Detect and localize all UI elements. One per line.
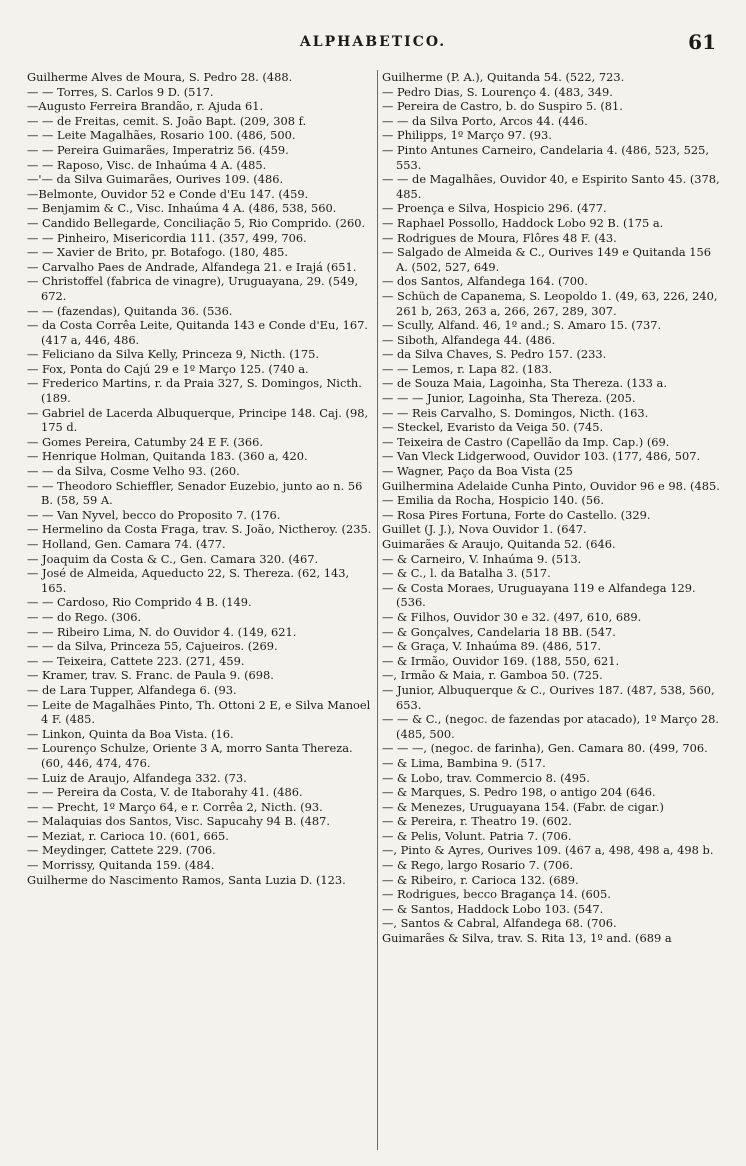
directory-entry: — Junior, Albuquerque & C., Ourives 187. (487, 538, 560, 653. (382, 682, 715, 712)
directory-entry: — — Pinheiro, Misericordia 111. (357, 499, 706. (27, 230, 307, 245)
directory-entry: Guilherme do Nascimento Ramos, Santa Luzia D. (123. (27, 872, 346, 887)
right-column (382, 70, 722, 946)
directory-entry: — & Costa Moraes, Uruguayana 119 e Alfandega 129. (536. (382, 580, 696, 610)
directory-entry: — Scully, Alfand. 46, 1º and.; S. Amaro 15. (737. (382, 318, 662, 333)
directory-entry: — Wagner, Paço da Boa Vista (25 (382, 464, 573, 479)
directory-entry: — Rodrigues, becco Bragança 14. (605. (382, 887, 611, 902)
directory-entry: — Fox, Ponta do Cajú 29 e 1º Março 125. (740 a. (27, 361, 309, 376)
directory-entry: — — Leite Magalhães, Rosario 100. (486, 500. (27, 128, 296, 143)
directory-entry: Guillet (J. J.), Nova Ouvidor 1. (647. (382, 522, 587, 537)
directory-entry: — Kramer, trav. S. Franc. de Paula 9. (698. (27, 668, 274, 683)
directory-entry: — — Precht, 1º Março 64, e r. Corrêa 2, Nicth. (93. (27, 799, 323, 814)
directory-entry: — — Raposo, Visc. de Inhaúma 4 A. (485. (27, 157, 267, 172)
directory-entry: Guilherme (P. A.), Quitanda 54. (522, 723. (382, 70, 625, 84)
directory-entry: — & Graça, V. Inhaúma 89. (486, 517. (382, 639, 602, 654)
directory-entry: — Lourenço Schulze, Oriente 3 A, morro Santa Thereza. (60, 446, 474, 476. (27, 741, 353, 770)
directory-entry: — — de Freitas, cemit. S. João Bapt. (209, 308 f. (27, 113, 307, 128)
directory-entry: — Proença e Silva, Hospicio 296. (477. (382, 201, 607, 216)
directory-entry: — — Torres, S. Carlos 9 D. (517. (27, 84, 214, 99)
directory-entry: — — & C., (negoc. de fazendas por atacado), 1º Março 28. (485, 500. (382, 712, 720, 741)
directory-entry: — Philipps, 1º Março 97. (93. (382, 128, 552, 143)
directory-entry: — — Van Nyvel, becco do Proposito 7. (176. (27, 507, 281, 522)
directory-entry: — — —, (negoc. de farinha), Gen. Camara 80. (499, 706. (382, 741, 708, 756)
directory-entry: — & Pelis, Volunt. Patria 7. (706. (382, 828, 572, 843)
directory-entry: — Siboth, Alfandega 44. (486. (382, 332, 556, 347)
directory-entry: — — Ribeiro Lima, N. do Ouvidor 4. (149, 621. (27, 624, 297, 639)
directory-entry: — — da Silva, Cosme Velho 93. (260. (27, 464, 240, 479)
running-title: ALPHABETICO. (299, 34, 447, 50)
directory-entry: — & Santos, Haddock Lobo 103. (547. (382, 901, 604, 916)
directory-entry: — — Reis Carvalho, S. Domingos, Nicth. (163. (382, 405, 649, 420)
directory-entry: — Benjamim & C., Visc. Inhaúma 4 A. (486, 538, 560. (27, 201, 337, 216)
directory-entry: — — Pereira Guimarães, Imperatriz 56. (459. (27, 142, 289, 157)
directory-entry: — — (fazendas), Quitanda 36. (536. (27, 303, 233, 318)
directory-entry: — — da Silva Porto, Arcos 44. (446. (382, 113, 588, 128)
directory-entry: — Rosa Pires Fortuna, Forte do Castello. (329. (382, 507, 651, 522)
directory-entry: — — Pereira da Costa, V. de Itaborahy 41. (486. (27, 785, 303, 800)
directory-entry: — — da Silva, Princeza 55, Cajueiros. (269. (27, 639, 278, 654)
directory-entry: — Morrissy, Quitanda 159. (484. (27, 858, 215, 873)
directory-entry: — Meydinger, Cattete 229. (706. (27, 843, 216, 858)
directory-entry: — Rodrigues de Moura, Flôres 48 F. (43. (382, 230, 617, 245)
directory-entry: — Holland, Gen. Camara 74. (477. (27, 537, 226, 551)
directory-entry: — Van Vleck Lidgerwood, Ouvidor 103. (177, 486, 507. (382, 449, 701, 464)
directory-entry: — Frederico Martins, r. da Praia 327, S. Domingos, Nicth. (189. (27, 376, 362, 406)
directory-entry: —, Santos & Cabral, Alfandega 68. (706. (382, 916, 617, 931)
directory-entry: — Pinto Antunes Carneiro, Candelaria 4. (486, 523, 525, 553. (382, 142, 710, 172)
directory-entry: — Candido Bellegarde, Conciliação 5, Rio Comprido. (260. (27, 215, 366, 230)
directory-entry: — Pereira de Castro, b. do Suspiro 5. (81. (382, 99, 623, 114)
directory-entry: — Gabriel de Lacerda Albuquerque, Principe 148. Caj. (98, 175 d. (27, 405, 369, 435)
directory-entry: — da Costa Corrêa Leite, Quitanda 143 e Conde d'Eu, 167. (417 a, 446, 486. (27, 318, 368, 347)
directory-entry: — Raphael Possollo, Haddock Lobo 92 B. (175 a. (382, 215, 664, 230)
column-divider (377, 70, 378, 1150)
directory-entry: — & Pereira, r. Theatro 19. (602. (382, 814, 572, 829)
directory-entry: — de Souza Maia, Lagoinha, Sta Thereza. (133 a. (382, 376, 667, 391)
directory-entry: — & Gonçalves, Candelaria 18 BB. (547. (382, 624, 616, 639)
directory-entry: Guilhermina Adelaide Cunha Pinto, Ouvidor 96 e 98. (485. (382, 478, 720, 493)
directory-entry: — Malaquias dos Santos, Visc. Sapucahy 94 B. (487. (27, 814, 330, 829)
directory-entry: — Salgado de Almeida & C., Ourives 149 e Quitanda 156 A. (502, 527, 649. (382, 245, 712, 274)
directory-entry: — & Irmão, Ouvidor 169. (188, 550, 621. (382, 653, 620, 668)
directory-entry: — da Silva Chaves, S. Pedro 157. (233. (382, 347, 607, 362)
directory-entry: — José de Almeida, Aqueducto 22, S. Thereza. (62, 143, 165. (27, 566, 350, 595)
directory-entry: — — Theodoro Schieffler, Senador Euzebio, junto ao n. 56 B. (58, 59 A. (27, 478, 363, 508)
directory-entry: — dos Santos, Alfandega 164. (700. (382, 274, 588, 289)
directory-entry: — Henrique Holman, Quitanda 183. (360 a, 420. (27, 449, 308, 464)
directory-entry: — & Filhos, Ouvidor 30 e 32. (497, 610, 689. (382, 609, 642, 624)
directory-entry: —, Pinto & Ayres, Ourives 109. (467 a, 498, 498 a, 498 b. (382, 843, 714, 858)
directory-entry: — & C., l. da Batalha 3. (517. (382, 566, 551, 581)
directory-entry: —'— da Silva Guimarães, Ourives 109. (486. (27, 172, 284, 187)
directory-entry: — & Marques, S. Pedro 198, o antigo 204 (646. (382, 785, 656, 800)
directory-entry: Guimarães & Araujo, Quitanda 52. (646. (382, 537, 616, 551)
directory-entry: — Carvalho Paes de Andrade, Alfandega 21. e Irajá (651. (27, 259, 357, 274)
directory-entry: —Belmonte, Ouvidor 52 e Conde d'Eu 147. (459. (27, 186, 309, 201)
two-column-listing (27, 70, 719, 1150)
directory-entry: — — — Junior, Lagoinha, Sta Thereza. (205. (382, 391, 636, 406)
directory-entry: — Feliciano da Silva Kelly, Princeza 9, Nicth. (175. (27, 347, 320, 362)
directory-entry: — & Ribeiro, r. Carioca 132. (689. (382, 872, 579, 887)
directory-entry: — — de Magalhães, Ouvidor 40, e Espirito Santo 45. (378, 485. (382, 172, 720, 201)
directory-entry: — — do Rego. (306. (27, 609, 142, 624)
directory-entry: — Linkon, Quinta da Boa Vista. (16. (27, 726, 234, 741)
directory-entry: — — Lemos, r. Lapa 82. (183. (382, 361, 553, 376)
directory-entry: — Hermelino da Costa Fraga, trav. S. João, Nictheroy. (235. (27, 522, 372, 537)
directory-entry: — — Xavier de Brito, pr. Botafogo. (180, 485. (27, 245, 288, 260)
directory-entry: — Leite de Magalhães Pinto, Th. Ottoni 2 E, e Silva Manoel 4 F. (485. (27, 697, 371, 727)
directory-entry: — Steckel, Evaristo da Veiga 50. (745. (382, 420, 604, 435)
directory-entry: — — Cardoso, Rio Comprido 4 B. (149. (27, 595, 252, 610)
left-column (27, 70, 374, 887)
directory-entry: Guilherme Alves de Moura, S. Pedro 28. (488. (27, 70, 293, 84)
directory-entry: — Schüch de Capanema, S. Leopoldo 1. (49, 63, 226, 240, 261 b, 263, 263 a, 266, 267, 289, 307. (382, 288, 718, 318)
directory-entry: Guimarães & Silva, trav. S. Rita 13, 1º and. (689 a (382, 931, 672, 946)
page-number: 61 (688, 30, 716, 54)
page-header (0, 30, 746, 60)
directory-entry: — Gomes Pereira, Catumby 24 E F. (366. (27, 434, 263, 449)
directory-entry: — & Rego, largo Rosario 7. (706. (382, 858, 574, 873)
directory-entry: — Joaquim da Costa & C., Gen. Camara 320. (467. (27, 551, 319, 566)
directory-entry: —Augusto Ferreira Brandão, r. Ajuda 61. (27, 99, 264, 114)
directory-entry: — Teixeira de Castro (Capellão da Imp. Cap.) (69. (382, 434, 670, 449)
directory-entry: — Christoffel (fabrica de vinagre), Uruguayana, 29. (549, 672. (27, 274, 359, 303)
directory-entry: — & Lobo, trav. Commercio 8. (495. (382, 770, 590, 785)
directory-entry: — & Menezes, Uruguayana 154. (Fabr. de cigar.) (382, 799, 664, 814)
directory-entry: — & Lima, Bambina 9. (517. (382, 755, 546, 770)
directory-entry: — — Teixeira, Cattete 223. (271, 459. (27, 653, 245, 668)
directory-entry: — de Lara Tupper, Alfandega 6. (93. (27, 682, 237, 697)
directory-entry: — Luiz de Araujo, Alfandega 332. (73. (27, 770, 247, 785)
directory-entry: — & Carneiro, V. Inhaúma 9. (513. (382, 551, 582, 566)
directory-entry: — Pedro Dias, S. Lourenço 4. (483, 349. (382, 84, 613, 99)
directory-entry: — Meziat, r. Carioca 10. (601, 665. (27, 828, 229, 843)
directory-entry: —, Irmão & Maia, r. Gamboa 50. (725. (382, 668, 603, 683)
directory-entry: — Emilia da Rocha, Hospicio 140. (56. (382, 493, 604, 508)
